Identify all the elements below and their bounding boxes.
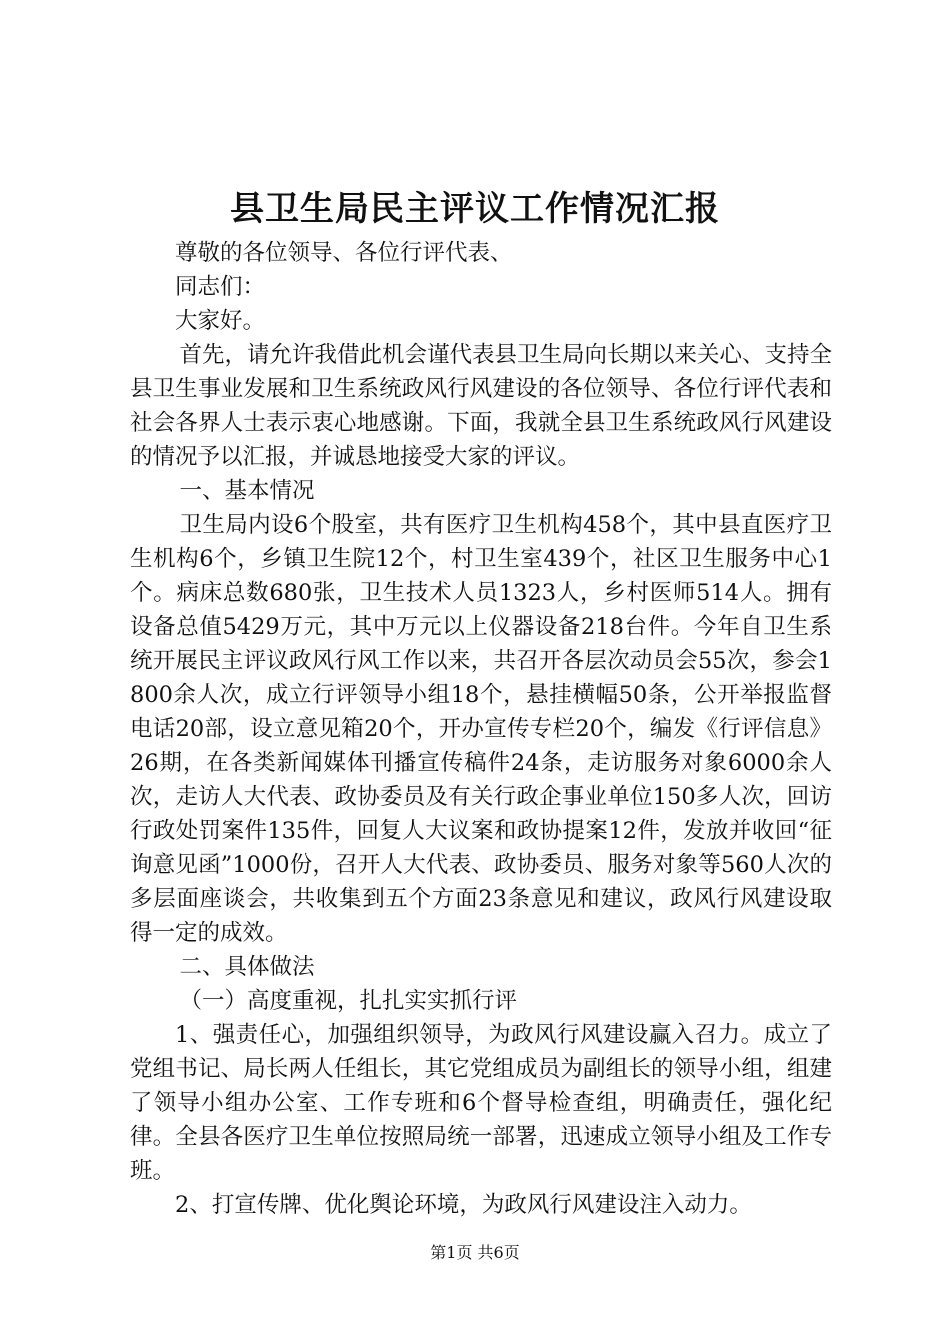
salutation-line: 尊敬的各位领导、各位行评代表、 [175,240,513,266]
subsection-heading: （一）高度重视，扎扎实实抓行评 [179,988,518,1014]
document-title: 县卫生局民主评议工作情况汇报 [230,189,720,229]
greeting-line: 大家好。 [175,308,266,334]
body-paragraph: 首先，请允许我借此机会谨代表县卫生局向长期以来关心、支持全县卫生事业发展和卫生系统政风行风建设的各位领导、各位行评代表和社会各界人士表示衷心地感谢。下面，我就全县卫生系统政风行风建设的情况予以汇报，并诚恳地接受大家的评议。 [130,342,833,470]
document-body [130,236,832,1222]
body-paragraph: 1、强责任心，加强组织领导，为政风行风建设赢入召力。成立了党组书记、局长两人任组长，其它党组成员为副组长的领导小组，组建了领导小组办公室、工作专班和6个督导检查组，明确责任，强化纪律。全县各医疗卫生单位按照局统一部署，迅速成立领导小组及工作专班。 [130,1022,832,1184]
section-heading: 一、基本情况 [179,478,315,504]
body-paragraph: 2、打宣传牌、优化舆论环境，为政风行风建设注入动力。 [175,1192,752,1218]
section-heading: 二、具体做法 [179,954,315,980]
page-number-footer: 第1页 共6页 [430,1243,520,1262]
salutation-line: 同志们： [175,274,266,300]
body-paragraph: 卫生局内设6个股室，共有医疗卫生机构458个，其中县直医疗卫生机构6个，乡镇卫生院12个，村卫生室439个，社区卫生服务中心1个。病床总数680张，卫生技术人员1323人，乡村医师514人。拥有设备总值5429万元，其中万元以上仪器设备218台件。今年自卫生系统开展民主评议政风行风工作以来，共召开各层次动员会55次，参会1800余人次，成立行评领导小组18个，悬挂横幅50条，公开举报监督电话20部，设立意见箱20个，开办宣传专栏20个，编发《行评信息》26期，在各类新闻媒体刊播宣传稿件24条，走访服务对象6000余人次，走访人大代表、政协委员及有关行政企事业单位150多人次，回访行政处罚案件135件，回复人大议案和政协提案12件，发放并收回“征询意见函”1000份，召开人大代表、政协委员、服务对象等560人次的多层面座谈会，共收集到五个方面23条意见和建议，政风行风建设取得一定的成效。 [130,512,832,946]
